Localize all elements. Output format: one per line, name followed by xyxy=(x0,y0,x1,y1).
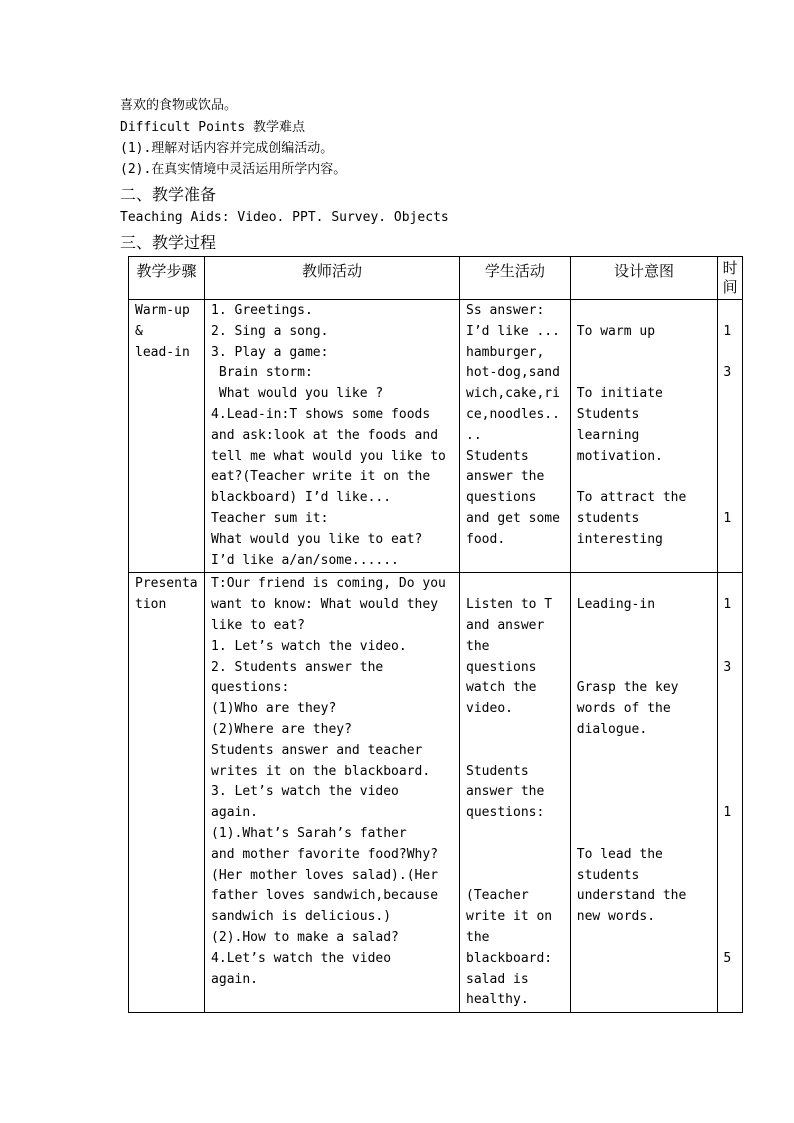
purpose-line: learning xyxy=(576,427,640,443)
teacher-line: eat?(Teacher write it on the xyxy=(211,469,431,485)
teacher-line: Teacher sum it: xyxy=(211,510,329,526)
teacher-line: questions: xyxy=(211,680,290,696)
purpose-line: students xyxy=(576,510,640,526)
time-line xyxy=(723,928,740,949)
student-line: questions: xyxy=(466,805,545,821)
teacher-line: I’d like a/an/some...... xyxy=(211,552,399,568)
teacher-line: 4.Let’s watch the video xyxy=(211,950,392,966)
purpose-line: To warm up xyxy=(576,323,656,339)
teacher-line: want to know: What would they xyxy=(211,597,439,613)
cell-time xyxy=(718,573,743,1013)
step-line: lead-in xyxy=(135,344,190,360)
purpose-line xyxy=(577,343,712,364)
student-line: ce,noodles.. xyxy=(466,406,560,422)
purpose-line xyxy=(577,803,712,824)
time-line xyxy=(723,907,740,928)
table-row xyxy=(129,573,743,1013)
student-line: write it on xyxy=(466,909,553,925)
time-line xyxy=(723,886,740,907)
time-line: 3 xyxy=(723,365,732,381)
header-teacher-activity: 教师活动 xyxy=(205,257,460,300)
time-line: 1 xyxy=(723,597,732,613)
student-line xyxy=(466,574,564,595)
teacher-line: (Her mother loves salad).(Her xyxy=(211,867,439,883)
student-line: salad is xyxy=(466,971,529,987)
student-line xyxy=(466,866,564,887)
intro-line: 喜欢的食物或饮品。 xyxy=(120,98,238,113)
purpose-line: Students xyxy=(576,406,640,422)
student-line: video. xyxy=(466,701,513,717)
student-line: Listen to T xyxy=(466,597,553,613)
student-line: Students xyxy=(466,448,529,464)
student-line: (Teacher xyxy=(466,888,529,904)
purpose-line xyxy=(577,824,712,845)
purpose-line xyxy=(577,363,712,384)
purpose-line xyxy=(577,741,712,762)
time-line xyxy=(723,616,740,637)
student-line: wich,cake,ri xyxy=(466,386,560,402)
cell-step xyxy=(129,573,205,1013)
time-line xyxy=(723,824,740,845)
time-line xyxy=(723,637,740,658)
time-line xyxy=(723,845,740,866)
purpose-line xyxy=(577,467,712,488)
difficult-points-heading: Difficult Points 教学难点 xyxy=(120,120,306,135)
teacher-line: (1)Who are they? xyxy=(211,701,337,717)
purpose-line xyxy=(577,574,712,595)
cell-purpose xyxy=(570,573,718,1013)
time-line: 1 xyxy=(723,805,732,821)
teacher-line: again. xyxy=(211,805,259,821)
cell-teacher xyxy=(205,300,460,573)
student-line: hot-dog,sand xyxy=(466,365,560,381)
purpose-line: interesting xyxy=(576,531,663,547)
student-line xyxy=(466,741,564,762)
header-time xyxy=(718,257,743,300)
teacher-line: blackboard) I’d like... xyxy=(211,490,392,506)
teacher-line: tell me what would you like to xyxy=(211,448,446,464)
time-line xyxy=(723,741,740,762)
teacher-line: (1).What’s Sarah’s father xyxy=(211,825,407,841)
header-step: 教学步骤 xyxy=(129,257,205,300)
time-line xyxy=(723,301,740,322)
teacher-line: (2)Where are they? xyxy=(211,721,352,737)
student-line: Ss answer: xyxy=(466,303,545,318)
time-line xyxy=(723,405,740,426)
teaching-process-table xyxy=(128,256,743,1013)
teacher-line: 3. Let’s watch the video xyxy=(211,784,399,800)
teacher-line: father loves sandwich,because xyxy=(211,888,439,904)
time-line xyxy=(723,467,740,488)
purpose-line xyxy=(577,616,712,637)
cell-student xyxy=(460,300,571,573)
student-line: hamburger, xyxy=(466,344,545,360)
teacher-line: and ask:look at the foods and xyxy=(211,427,439,443)
purpose-line xyxy=(577,658,712,679)
cell-teacher xyxy=(205,573,460,1013)
difficult-point-1: (1).理解对话内容并完成创编活动。 xyxy=(120,141,334,156)
step-line: tion xyxy=(135,597,167,613)
teacher-line: (2).How to make a salad? xyxy=(211,929,399,945)
teacher-line: Students answer and teacher xyxy=(211,742,423,758)
student-line xyxy=(466,845,564,866)
step-line: & xyxy=(135,323,143,339)
cell-time xyxy=(718,300,743,573)
cell-student xyxy=(460,573,571,1013)
student-line: Students xyxy=(466,763,529,779)
time-line xyxy=(723,488,740,509)
section-heading-preparation: 二、教学准备 xyxy=(120,185,217,204)
purpose-line: motivation. xyxy=(576,448,663,464)
step-line: Presenta xyxy=(135,576,198,592)
purpose-line xyxy=(577,782,712,803)
teacher-line: What would you like ? xyxy=(211,386,384,402)
purpose-line: understand the xyxy=(576,888,687,904)
student-line: the xyxy=(466,929,490,945)
student-line: I’d like ... xyxy=(466,323,560,339)
teacher-line: like to eat? xyxy=(211,617,305,633)
teacher-line: 4.Lead-in:T shows some foods xyxy=(211,406,431,422)
time-line: 1 xyxy=(723,510,732,526)
cell-step xyxy=(129,300,205,573)
student-line: healthy. xyxy=(466,992,529,1008)
purpose-line: Leading-in xyxy=(576,597,656,613)
teacher-line: 1. Let’s watch the video. xyxy=(211,638,407,654)
time-line xyxy=(723,426,740,447)
time-line xyxy=(723,384,740,405)
purpose-line: To initiate xyxy=(576,386,663,402)
teaching-aids: Teaching Aids: Video. PPT. Survey. Objects xyxy=(120,210,449,225)
student-line: watch the xyxy=(466,680,537,696)
header-design-purpose: 设计意图 xyxy=(570,257,718,300)
time-line xyxy=(723,762,740,783)
teacher-line: 2. Sing a song. xyxy=(211,323,329,339)
teacher-line: What would you like to eat? xyxy=(211,531,423,547)
student-line: food. xyxy=(466,531,506,547)
purpose-line: dialogue. xyxy=(576,721,648,737)
table-row xyxy=(129,300,743,573)
student-line: blackboard: xyxy=(466,950,553,966)
purpose-line: Grasp the key xyxy=(576,680,679,696)
time-line xyxy=(723,343,740,364)
time-line xyxy=(723,782,740,803)
student-line xyxy=(466,824,564,845)
student-line: and answer xyxy=(466,617,545,633)
teacher-line: 2. Students answer the xyxy=(211,659,384,675)
step-line: Warm-up xyxy=(135,303,190,318)
student-line: questions xyxy=(466,659,537,675)
student-line: questions xyxy=(466,490,537,506)
header-student-activity: 学生活动 xyxy=(460,257,571,300)
time-line xyxy=(723,678,740,699)
student-line: answer the xyxy=(466,784,545,800)
purpose-line xyxy=(577,762,712,783)
teacher-line: writes it on the blackboard. xyxy=(211,763,431,779)
teacher-line: sandwich is delicious.) xyxy=(211,909,392,925)
header-time-text: 时 间 xyxy=(722,259,738,296)
purpose-line: new words. xyxy=(576,909,656,925)
time-line xyxy=(723,699,740,720)
student-line: the xyxy=(466,638,490,654)
purpose-line: To lead the xyxy=(576,846,663,862)
student-line: .. xyxy=(466,427,482,443)
cell-purpose xyxy=(570,300,718,573)
table-header-row xyxy=(129,257,743,300)
purpose-line: words of the xyxy=(576,701,671,717)
teacher-line: T:Our friend is coming, Do you xyxy=(211,576,446,592)
time-line xyxy=(723,866,740,887)
section-heading-process: 三、教学过程 xyxy=(120,233,217,252)
student-line xyxy=(466,720,564,741)
time-line xyxy=(723,574,740,595)
teacher-line: Brain storm: xyxy=(211,365,313,381)
teacher-line: 1. Greetings. xyxy=(211,303,313,318)
student-line: and get some xyxy=(466,510,560,526)
difficult-point-2: (2).在真实情境中灵活运用所学内容。 xyxy=(120,162,347,177)
time-line xyxy=(723,447,740,468)
time-line xyxy=(723,720,740,741)
student-line: answer the xyxy=(466,469,545,485)
purpose-line xyxy=(577,301,712,322)
teacher-line: again. xyxy=(211,971,259,987)
teacher-line: 3. Play a game: xyxy=(211,344,329,360)
purpose-line: To attract the xyxy=(576,490,687,506)
purpose-line xyxy=(577,637,712,658)
time-line: 3 xyxy=(723,659,732,675)
purpose-line: students xyxy=(576,867,640,883)
teacher-line: and mother favorite food?Why? xyxy=(211,846,439,862)
time-line: 1 xyxy=(723,323,732,339)
time-line: 5 xyxy=(723,950,732,966)
